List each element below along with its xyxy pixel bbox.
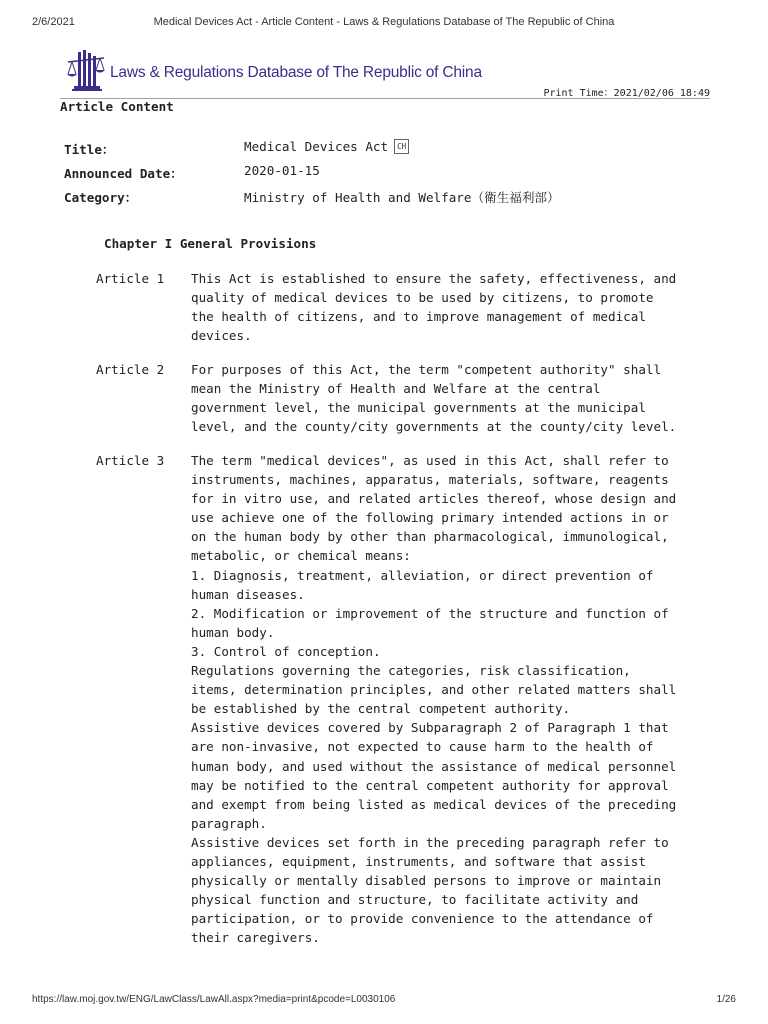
article-text-line: be established by the central competent authority. [191, 701, 571, 717]
site-logo[interactable] [66, 48, 482, 92]
article-label: Article 2 [96, 362, 165, 377]
chinese-version-link[interactable]: CH [394, 139, 409, 154]
print-time: Print Time：2021/02/06 18:49 [543, 88, 710, 99]
article-text-line: human body. [191, 624, 275, 640]
print-header-date: 2/6/2021 [32, 16, 75, 28]
article-text-line: devices. [191, 328, 252, 344]
article-text-line: and exempt from being listed as medical devices of the preceding [191, 796, 677, 812]
announced-date-label: Announced Date： [64, 166, 183, 181]
article-label: Article 1 [96, 271, 165, 286]
article-text-line: 2. Modification or improvement of the structure and function of [191, 605, 669, 621]
print-header-title: Medical Devices Act - Article Content - Laws & Regulations Database of The Republic of China [153, 16, 615, 28]
article-text-line: level, and the county/city governments at the county/city level. [191, 419, 677, 435]
article-text-line: the health of citizens, and to improve management of medical [191, 309, 646, 325]
article-text-line: 1. Diagnosis, treatment, alleviation, or direct prevention of [191, 567, 654, 583]
article-text-line: use achieve one of the following primary intended actions in or [191, 510, 669, 526]
category-value: Ministry of Health and Welfare（衛生福利部） [244, 190, 560, 205]
article-text-line: human diseases. [191, 586, 305, 602]
article-text-line: human body, and used without the assistance of medical personnel [191, 758, 677, 774]
announced-date-value: 2020-01-15 [244, 163, 320, 178]
article-text-line: 3. Control of conception. [191, 643, 381, 659]
article-text-line: quality of medical devices to be used by citizens, to promote [191, 290, 654, 306]
category-label: Category： [64, 190, 138, 205]
article-text-line: their caregivers. [191, 930, 320, 946]
article-text-line: Assistive devices set forth in the preceding paragraph refer to [191, 834, 669, 850]
article-text-line: instruments, machines, apparatus, materials, software, reagents [191, 472, 669, 488]
article-text-line: participation, or to provide convenience to the attendance of [191, 911, 654, 927]
article-text-line: are non-invasive, not expected to cause harm to the health of [191, 739, 654, 755]
article-text-line: items, determination principles, and other related matters shall [191, 682, 677, 698]
article-body [191, 269, 721, 345]
article-text-line: physically or mentally disabled persons to improve or maintain [191, 873, 662, 889]
article-text-line: for in vitro use, and related articles thereof, whose design and [191, 491, 677, 507]
article-text-line: mean the Ministry of Health and Welfare at the central [191, 381, 601, 397]
print-footer-url: https://law.moj.gov.tw/ENG/LawClass/LawAll.aspx?media=print&pcode=L0030106 [32, 994, 396, 1005]
title-label: Title： [64, 142, 115, 157]
chapter-heading: Chapter I General Provisions [104, 236, 317, 251]
article-label: Article 3 [96, 453, 165, 468]
article-text-line: government level, the municipal governments at the municipal [191, 400, 646, 416]
article-text-line: metabolic, or chemical means: [191, 548, 411, 564]
scales-of-justice-icon [66, 48, 108, 92]
logo-text: Laws & Regulations Database of The Republic of China [110, 64, 482, 81]
article-text-line: Regulations governing the categories, risk classification, [191, 663, 631, 679]
article-text-line: Assistive devices covered by Subparagraph 2 of Paragraph 1 that [191, 720, 669, 736]
print-footer-page: 1/26 [716, 994, 736, 1005]
article-text-line: appliances, equipment, instruments, and software that assist [191, 853, 646, 869]
article-text-line: on the human body by other than pharmacological, immunological, [191, 529, 669, 545]
section-heading: Article Content [60, 99, 174, 114]
article-body [191, 360, 721, 436]
article-text-line: For purposes of this Act, the term "competent authority" shall [191, 362, 662, 377]
title-value [244, 139, 409, 154]
article-text-line: physical function and structure, to facilitate activity and [191, 892, 639, 908]
article-text-line: This Act is established to ensure the safety, effectiveness, and [191, 271, 677, 286]
article-text-line: paragraph. [191, 815, 267, 831]
article-text-line: may be notified to the central competent authority for approval [191, 777, 669, 793]
article-text-line: The term "medical devices", as used in this Act, shall refer to [191, 453, 669, 468]
law-title: Medical Devices Act [244, 139, 389, 154]
article-body [191, 451, 721, 947]
